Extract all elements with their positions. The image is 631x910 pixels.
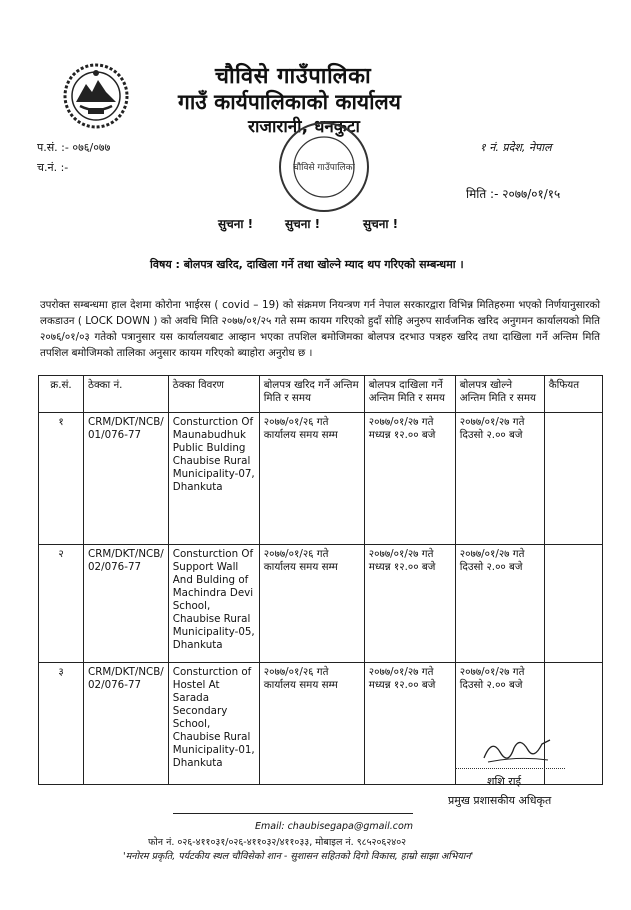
cell-contract-no: CRM/DKT/NCB/ 02/076-77 bbox=[84, 663, 169, 785]
office-stamp-icon bbox=[275, 118, 373, 216]
office-title-executive: गाउँ कार्यपालिकाको कार्यालय bbox=[178, 90, 401, 114]
table-row bbox=[39, 413, 603, 545]
cell-opening-date: २०७७/०१/२७ गते दिउसो २.०० बजे bbox=[455, 413, 544, 545]
reference-number: प.सं. :- ०७६/०७७ bbox=[37, 141, 111, 154]
office-address: राजारानी, धनकुटा bbox=[248, 117, 360, 137]
cell-remarks bbox=[544, 413, 602, 545]
signatory-name: शशि राई bbox=[487, 775, 522, 788]
cell-purchase-deadline: २०७७/०१/२६ गते कार्यालय समय सम्म bbox=[259, 663, 364, 785]
table-header-row bbox=[39, 376, 603, 413]
cell-sn: २ bbox=[39, 545, 84, 663]
stamp-text: चौविसे गाउँपालिका bbox=[293, 163, 355, 173]
cell-purchase-deadline: २०७७/०१/२६ गते कार्यालय समय सम्म bbox=[259, 545, 364, 663]
subject-line: विषय : बोलपत्र खरिद, दाखिला गर्ने तथा खोल्ने म्याद थप गरिएको सम्बन्धमा । bbox=[150, 258, 464, 271]
body-paragraph: उपरोक्त सम्बन्धमा हाल देशमा कोरोना भाईरस ( covid – 19) को संक्रमण नियन्त्रण गर्न नेपाल सरकारद्वारा विभिन्न मितिहरुमा भएको निर्णयानुसारको लकडाउन ( LOCK DOWN ) को अवधि मिति २०७७/०१/२५ गते सम्म कायम गरिएको हुदाँ सोहि अनुरुप सार्वजनिक खरिद अनुगमन कार्यालयको मिति २०७६/०१/०३ गतेको पत्रानुसार यस कार्यालयबाट आव्हान भएका तपशिल बमोजिमका बोलपत्र दरभाउ पत्रहरु खरिद तथा दाखिला गर्ने अन्तिम मिति तपशिल बमोजिमको तालिका अनुसार कायम गरिएको ब्याहोरा अनुरोध छ । bbox=[40, 299, 600, 359]
footer-email: Email: chaubisegapa@gmail.com bbox=[255, 821, 414, 832]
notice-heading-2: सुचना ! bbox=[285, 217, 321, 231]
office-title-municipality: चौविसे गाउँपालिका bbox=[215, 64, 372, 89]
col-header-contract-no: ठेक्का नं. bbox=[84, 376, 169, 413]
notice-heading-1: सुचना ! bbox=[218, 217, 254, 231]
province-label: १ नं. प्रदेश, नेपाल bbox=[480, 141, 552, 154]
col-header-sn: क्र.सं. bbox=[39, 376, 84, 413]
document-date: मिति :- २०७७/०१/१५ bbox=[466, 187, 561, 201]
notice-heading-3: सुचना ! bbox=[363, 217, 399, 231]
col-header-purchase-deadline: बोलपत्र खरिद गर्ने अन्तिम मिति र समय bbox=[259, 376, 364, 413]
bid-schedule-table bbox=[38, 375, 603, 785]
cell-opening-date: २०७७/०१/२७ गते दिउसो २.०० बजे bbox=[455, 545, 544, 663]
cell-contract-no: CRM/DKT/NCB/ 01/076-77 bbox=[84, 413, 169, 545]
cell-remarks bbox=[544, 545, 602, 663]
cell-description: Consturction of Hostel At Sarada Secondary School, Chaubise Rural Municipality-01, Dhankuta bbox=[168, 663, 259, 785]
footer-divider bbox=[173, 813, 413, 814]
col-header-description: ठेक्का विवरण bbox=[168, 376, 259, 413]
cell-description: Consturction Of Maunabudhuk Public Bulding Chaubise Rural Municipality-07, Dhankuta bbox=[168, 413, 259, 545]
signature-line bbox=[455, 768, 565, 769]
cell-submission-deadline: २०७७/०१/२७ गते मध्यन्न १२.०० बजे bbox=[364, 663, 455, 785]
table-row bbox=[39, 545, 603, 663]
cell-submission-deadline: २०७७/०१/२७ गते मध्यन्न १२.०० बजे bbox=[364, 545, 455, 663]
cell-submission-deadline: २०७७/०१/२७ गते मध्यन्न १२.०० बजे bbox=[364, 413, 455, 545]
cell-sn: १ bbox=[39, 413, 84, 545]
footer-motto: 'मनोरम प्रकृति, पर्यटकीय स्थल चौविसेको शान - सुशासन सहितको दिगो विकास, हाम्रो साझा अभियान' bbox=[123, 851, 474, 862]
cell-purchase-deadline: २०७७/०१/२६ गते कार्यालय समय सम्म bbox=[259, 413, 364, 545]
signature-scrawl-icon bbox=[478, 730, 556, 768]
col-header-opening-date: बोलपत्र खोल्ने अन्तिम मिति र समय bbox=[455, 376, 544, 413]
signatory-title: प्रमुख प्रशासकीय अधिकृत bbox=[448, 794, 552, 807]
col-header-remarks: कैफियत bbox=[544, 376, 602, 413]
col-header-submission-deadline: बोलपत्र दाखिला गर्ने अन्तिम मिति र समय bbox=[364, 376, 455, 413]
cell-description: Consturction Of Support Wall And Bulding of Machindra Devi School, Chaubise Rural Municipality-05, Dhankuta bbox=[168, 545, 259, 663]
nepal-emblem-icon bbox=[62, 62, 130, 130]
dispatch-number: च.नं. :- bbox=[37, 161, 69, 174]
cell-sn: ३ bbox=[39, 663, 84, 785]
footer-phone: फोन नं. ०२६-४११०३१/०२६-४११०३२/४११०३३, मोबाइल नं. ९८५२०६२४०२ bbox=[148, 837, 407, 848]
cell-contract-no: CRM/DKT/NCB/ 02/076-77 bbox=[84, 545, 169, 663]
cell-opening-date: २०७७/०१/२७ गते दिउसो २.०० बजे bbox=[455, 663, 544, 785]
